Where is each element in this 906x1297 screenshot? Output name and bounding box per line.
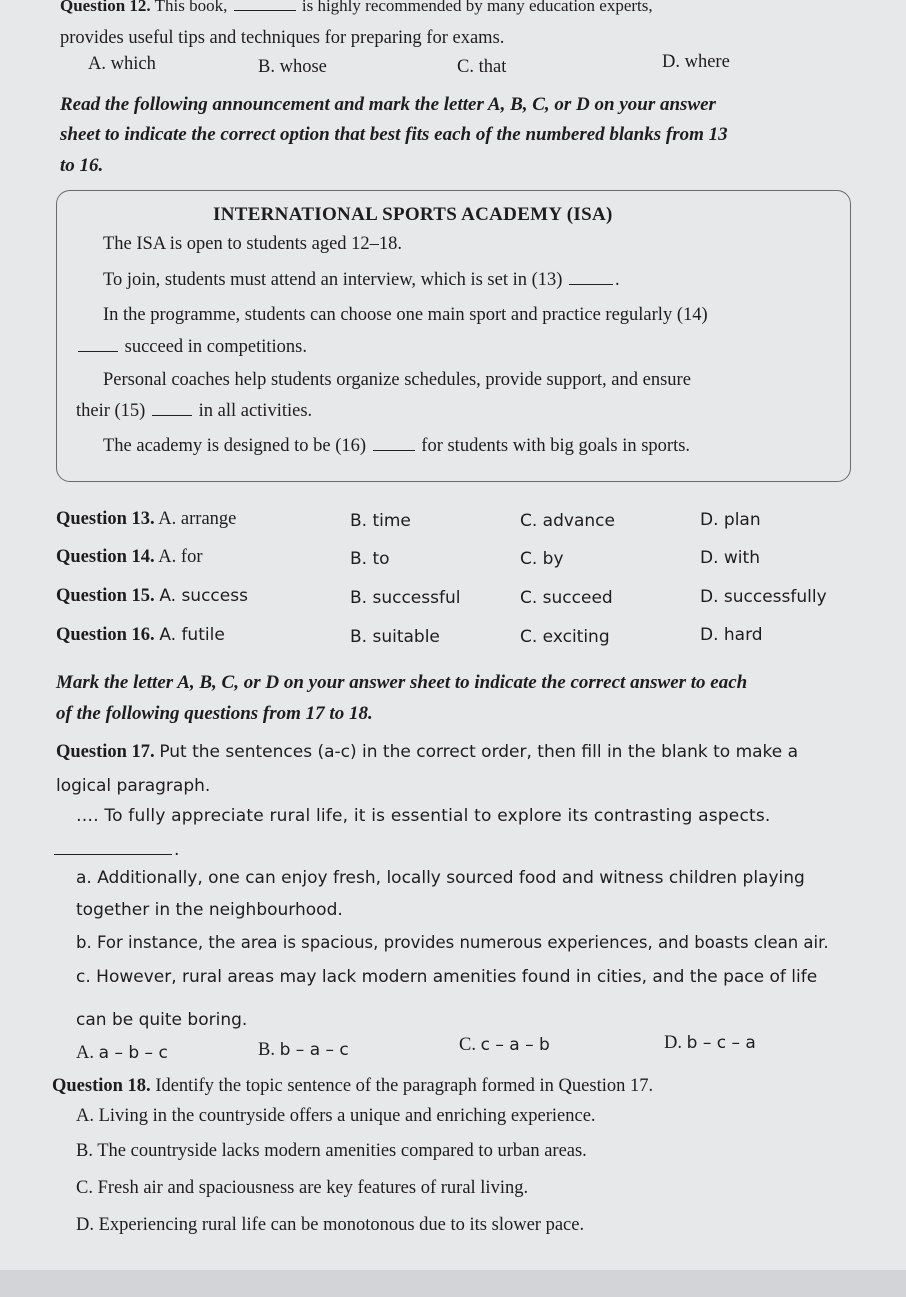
- instruction-13-16-line3: to 16.: [60, 155, 104, 176]
- q14-option-b[interactable]: B. to: [350, 549, 390, 569]
- blank-14: [78, 351, 118, 352]
- instruction-17-18-line1: Mark the letter A, B, C, or D on your answer sheet to indicate the correct answer to each: [56, 672, 748, 693]
- announcement-p3-line2: [76, 337, 307, 358]
- q15-option-b[interactable]: B. successful: [350, 588, 461, 608]
- q17-option-a-letter: A.: [76, 1043, 94, 1063]
- page-bottom-edge: [0, 1270, 906, 1297]
- announcement-p3-line1: In the programme, students can choose one main sport and practice regularly (14): [103, 305, 708, 325]
- blank-13: [569, 284, 613, 285]
- q14-option-d[interactable]: D. with: [700, 548, 760, 568]
- q18-stem: Identify the topic sentence of the paragraph formed in Question 17.: [155, 1076, 654, 1096]
- announcement-p2-text: To join, students must attend an interview, which is set in (13): [103, 270, 563, 290]
- q17-blank-line: [52, 840, 179, 860]
- q15-option-a[interactable]: A. success: [159, 586, 248, 606]
- q15-option-c[interactable]: C. succeed: [520, 588, 613, 608]
- q16-row: [56, 625, 225, 646]
- q16-option-c[interactable]: C. exciting: [520, 627, 610, 647]
- q16-option-a[interactable]: A. futile: [159, 625, 225, 645]
- q17-sentence-a-line2: together in the neighbourhood.: [76, 900, 343, 920]
- q17-sentence-c-line1: c. However, rural areas may lack modern amenities found in cities, and the pace of life: [76, 967, 818, 987]
- announcement-p4-line1: Personal coaches help students organize schedules, provide support, and ensure: [103, 370, 691, 390]
- q17-option-c-text: c – a – b: [480, 1035, 550, 1055]
- q17-stem: Put the sentences (a-c) in the correct order, then fill in the blank to make a: [159, 742, 799, 762]
- q17-blank: [54, 854, 172, 855]
- q17-option-b-letter: B.: [258, 1040, 275, 1060]
- q12-option-d[interactable]: D. where: [662, 52, 730, 72]
- q15-label: Question 15.: [56, 586, 155, 606]
- q12-label: Question 12.: [60, 0, 151, 15]
- q17-line3: …. To fully appreciate rural life, it is essential to explore its contrasting aspects.: [76, 806, 771, 826]
- q12-option-a[interactable]: A. which: [88, 54, 156, 74]
- q17-sentence-c-line2: can be quite boring.: [76, 1010, 248, 1030]
- q13-option-b[interactable]: B. time: [350, 511, 411, 531]
- q17-sentence-b: b. For instance, the area is spacious, provides numerous experiences, and boasts clean air.: [76, 933, 829, 952]
- q17-option-c[interactable]: [459, 1035, 550, 1056]
- q17-option-a-text: a – b – c: [98, 1043, 168, 1063]
- q15-row: [56, 586, 248, 607]
- q14-label: Question 14.: [56, 547, 155, 567]
- q14-option-c[interactable]: C. by: [520, 549, 564, 569]
- q12-line2: provides useful tips and techniques for preparing for exams.: [60, 28, 505, 48]
- q12-line1: [60, 0, 653, 16]
- q17-option-d[interactable]: [664, 1033, 756, 1054]
- q18-option-b[interactable]: B. The countryside lacks modern amenities compared to urban areas.: [76, 1141, 587, 1161]
- q17-label: Question 17.: [56, 742, 155, 762]
- q12-stem-part2: is highly recommended by many education experts,: [301, 0, 653, 15]
- q16-label: Question 16.: [56, 625, 155, 645]
- announcement-title: INTERNATIONAL SPORTS ACADEMY (ISA): [213, 204, 613, 225]
- q12-option-c[interactable]: C. that: [457, 57, 507, 77]
- q18-label: Question 18.: [52, 1076, 151, 1096]
- q17-blank-period: .: [174, 840, 180, 860]
- announcement-p1: The ISA is open to students aged 12–18.: [103, 234, 403, 254]
- announcement-p5: [103, 436, 690, 457]
- instruction-13-16-line1: Read the following announcement and mark the letter A, B, C, or D on your answer: [60, 94, 716, 115]
- q18-stem-line: [52, 1076, 653, 1097]
- q16-option-d[interactable]: D. hard: [700, 625, 763, 645]
- q17-option-d-letter: D.: [664, 1033, 682, 1053]
- q13-label: Question 13.: [56, 509, 155, 529]
- announcement-p5-pre: The academy is designed to be (16): [103, 436, 367, 456]
- announcement-p3-line2-text: succeed in competitions.: [124, 337, 308, 357]
- announcement-p2: To join, students must attend an interview, which is set in (13) .: [103, 270, 620, 290]
- announcement-p4-line2: [76, 401, 312, 422]
- q13-row: [56, 509, 236, 530]
- announcement-p5-post: for students with big goals in sports.: [421, 436, 691, 456]
- q17-line1: [56, 742, 798, 763]
- blank-15: [152, 415, 192, 416]
- q17-option-b-text: b – a – c: [279, 1040, 349, 1060]
- announcement-p4-post: in all activities.: [198, 401, 313, 421]
- q16-option-b[interactable]: B. suitable: [350, 627, 440, 647]
- q13-option-a[interactable]: A. arrange: [158, 509, 237, 529]
- q17-option-c-letter: C.: [459, 1035, 476, 1055]
- q17-option-a[interactable]: [76, 1043, 168, 1064]
- q15-option-d[interactable]: D. successfully: [700, 587, 827, 607]
- instruction-13-16-line2: sheet to indicate the correct option that best fits each of the numbered blanks from 13: [60, 124, 728, 145]
- q12-blank: [234, 10, 296, 11]
- q12-option-b[interactable]: B. whose: [258, 57, 327, 77]
- q17-option-b[interactable]: [258, 1040, 349, 1061]
- q14-row: [56, 547, 202, 568]
- q14-option-a[interactable]: A. for: [158, 547, 203, 567]
- instruction-17-18-line2: of the following questions from 17 to 18.: [56, 703, 373, 724]
- q18-option-a[interactable]: A. Living in the countryside offers a unique and enriching experience.: [76, 1106, 596, 1126]
- blank-16: [373, 450, 415, 451]
- q17-sentence-a-line1: a. Additionally, one can enjoy fresh, locally sourced food and witness children playing: [76, 868, 805, 888]
- q17-option-d-text: b – c – a: [686, 1033, 756, 1053]
- q13-option-d[interactable]: D. plan: [700, 510, 761, 530]
- q18-option-c[interactable]: C. Fresh air and spaciousness are key features of rural living.: [76, 1178, 529, 1198]
- q12-stem-part1: This book,: [154, 0, 228, 15]
- q13-option-c[interactable]: C. advance: [520, 511, 615, 531]
- q18-option-d[interactable]: D. Experiencing rural life can be monotonous due to its slower pace.: [76, 1215, 585, 1235]
- q17-line2: logical paragraph.: [56, 776, 211, 796]
- announcement-p4-pre: their (15): [76, 401, 146, 421]
